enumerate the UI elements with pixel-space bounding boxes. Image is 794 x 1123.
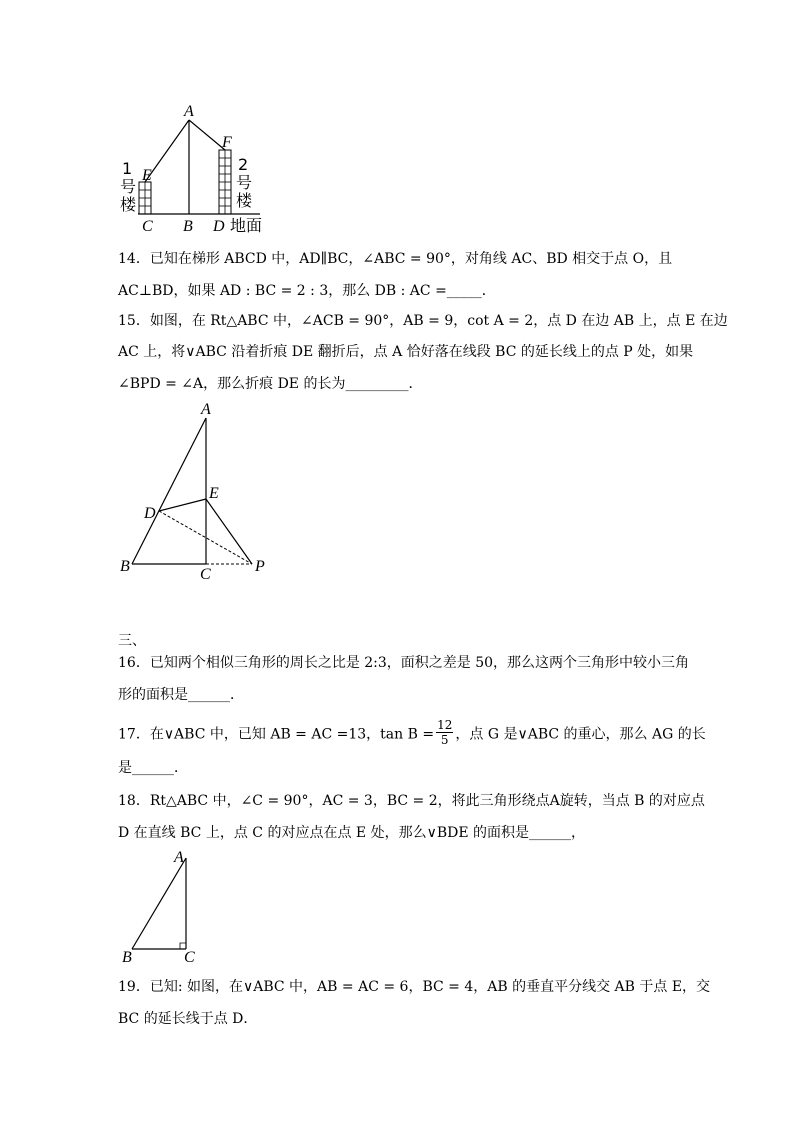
q17-text-after: ，点 G 是∨ABC 的重心，那么 AG 的长: [455, 726, 706, 743]
q14-line2: AC⊥BD，如果 AD : BC = 2 : 3，那么 DB : AC =_____．: [118, 283, 496, 299]
label-C: C: [200, 566, 211, 582]
label-A: A: [201, 401, 211, 418]
label-E: E: [142, 167, 152, 184]
label-B: B: [183, 218, 193, 235]
buildings-figure: [112, 102, 282, 236]
q16-line2: 形的面积是______．: [118, 687, 244, 703]
q19-line1: 19．已知: 如图，在∨ABC 中，AB = AC = 6，BC = 4，AB 的垂直平分线交 AB 于点 E，交: [118, 979, 711, 995]
q15-line3: ∠BPD = ∠A，那么折痕 DE 的长为_________．: [118, 376, 423, 392]
label-A: A: [184, 103, 194, 120]
q17-fraction: [436, 718, 453, 747]
q19-line2: BC 的延长线于点 D．: [118, 1011, 258, 1027]
q15-line1: 15．如图，在 Rt△ABC 中，∠ACB = 90°，AB = 9，cot A = 2，点 D 在边 AB 上，点 E 在边: [118, 313, 728, 329]
ground-label: 地面: [230, 216, 263, 235]
label-D: D: [213, 218, 225, 235]
q18-line2: D 在直线 BC 上，点 C 的对应点在点 E 处，那么∨BDE 的面积是______，: [118, 825, 585, 841]
right-triangle-figure: [112, 846, 212, 968]
q17-fraction-numerator: 12: [437, 718, 453, 732]
building1-lou: 楼: [120, 195, 137, 214]
label-C: C: [184, 949, 195, 966]
q15-line2: AC 上，将∨ABC 沿着折痕 DE 翻折后，点 A 恰好落在线段 BC 的延长线上的点 P 处，如果: [118, 344, 694, 360]
q14-line1: 14．已知在梯形 ABCD 中，AD∥BC，∠ABC = 90°，对角线 AC、BD 相交于点 O，且: [118, 251, 673, 267]
label-A: A: [174, 849, 184, 866]
building2-lou: 楼: [236, 191, 253, 210]
building2-hao: 号: [236, 173, 253, 192]
q17-line2: 是______．: [118, 760, 188, 776]
q16-line1: 16．已知两个相似三角形的周长之比是 2:3，面积之差是 50，那么这两个三角形中较小三角: [118, 655, 690, 671]
building1-number: 1: [122, 159, 133, 178]
label-F: F: [222, 134, 232, 151]
q17-text-before: 17．在∨ABC 中，已知 AB = AC =13，tan B =: [118, 726, 435, 743]
building1-hao: 号: [120, 177, 137, 196]
section-heading: 三、: [118, 633, 146, 649]
fold-triangle-figure: [112, 398, 282, 582]
label-C: C: [142, 218, 153, 235]
label-P: P: [255, 558, 265, 575]
label-E: E: [209, 485, 219, 502]
q17-fraction-denominator: 5: [440, 733, 449, 747]
q18-line1: 18．Rt△ABC 中，∠C = 90°，AC = 3，BC = 2，将此三角形绕点A旋转，当点 B 的对应点: [118, 793, 705, 809]
label-D: D: [144, 505, 156, 522]
label-B: B: [120, 558, 130, 575]
building2-number: 2: [238, 155, 249, 174]
label-B: B: [122, 949, 132, 966]
q17-line1: [118, 718, 706, 749]
